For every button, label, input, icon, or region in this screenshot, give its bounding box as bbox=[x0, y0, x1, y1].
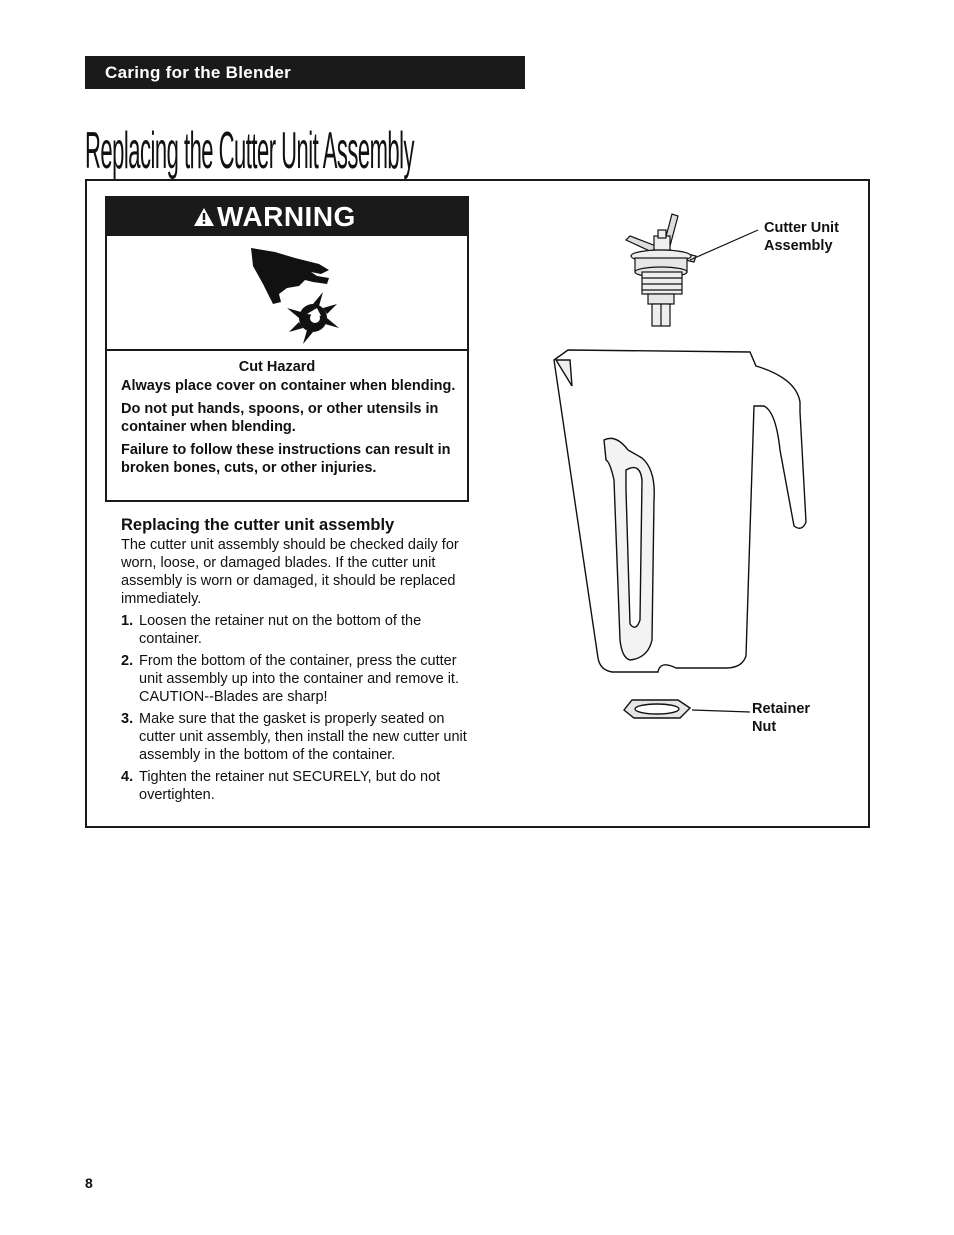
warning-heading: WARNING bbox=[217, 201, 356, 232]
blender-container-icon bbox=[554, 350, 806, 672]
cutter-label-line: Assembly bbox=[764, 238, 833, 254]
warning-line: Always place cover on container when blending. bbox=[121, 378, 456, 394]
step-number: 4. bbox=[121, 769, 134, 785]
step-text: Loosen the retainer nut on the bottom of the container. bbox=[139, 613, 422, 647]
warning-triangle-icon bbox=[193, 207, 215, 227]
instructions-intro: The cutter unit assembly should be checked daily for worn, loose, or damaged blades. If the cutter unit assembly is worn or damaged, it should be replaced immediately. bbox=[121, 537, 459, 607]
blender-parts-diagram bbox=[530, 200, 830, 760]
hazard-title: Cut Hazard bbox=[238, 359, 316, 375]
step-number: 3. bbox=[121, 711, 134, 727]
retainer-nut-label bbox=[752, 700, 810, 736]
cutter-unit-icon bbox=[626, 214, 696, 326]
step-item bbox=[121, 768, 471, 804]
warning-line: Failure to follow these instructions can result in broken bones, cuts, or other injuries. bbox=[121, 442, 451, 476]
nut-callout-line bbox=[692, 710, 750, 712]
page-number: 8 bbox=[85, 1175, 93, 1191]
step-item bbox=[121, 652, 471, 706]
step-text: From the bottom of the container, press the cutter unit assembly up into the container and remove it. CAUTION--Blades are sharp! bbox=[139, 653, 459, 705]
warning-header bbox=[107, 198, 467, 236]
page-title: Replacing the Cutter Unit Assembly bbox=[85, 122, 415, 180]
nut-label-line: Nut bbox=[752, 719, 777, 735]
step-text: Tighten the retainer nut SECURELY, but do not overtighten. bbox=[139, 769, 441, 803]
warning-box bbox=[105, 196, 469, 502]
warning-text bbox=[121, 358, 465, 482]
hand-blade-cut-hazard-icon bbox=[107, 236, 467, 349]
cutter-unit-label bbox=[764, 219, 839, 255]
section-header-text: Caring for the Blender bbox=[105, 63, 292, 82]
step-number: 2. bbox=[121, 653, 134, 669]
step-text: Make sure that the gasket is properly seated on cutter unit assembly, then install the new cutter unit assembly in the bottom of the container. bbox=[139, 711, 467, 763]
step-item bbox=[121, 612, 471, 648]
nut-label-line: Retainer bbox=[752, 701, 811, 717]
instructions-heading: Replacing the cutter unit assembly bbox=[121, 516, 395, 534]
retainer-nut-icon bbox=[624, 700, 690, 718]
instructions bbox=[121, 514, 471, 808]
step-number: 1. bbox=[121, 613, 134, 629]
section-header-bar bbox=[85, 56, 525, 89]
cutter-callout-line bbox=[690, 230, 758, 260]
cutter-label-line: Cutter Unit bbox=[764, 220, 839, 236]
steps-list bbox=[121, 612, 471, 804]
warning-line: Do not put hands, spoons, or other utensils in container when blending. bbox=[121, 401, 439, 435]
step-item bbox=[121, 710, 471, 764]
warning-pictogram bbox=[107, 236, 467, 351]
